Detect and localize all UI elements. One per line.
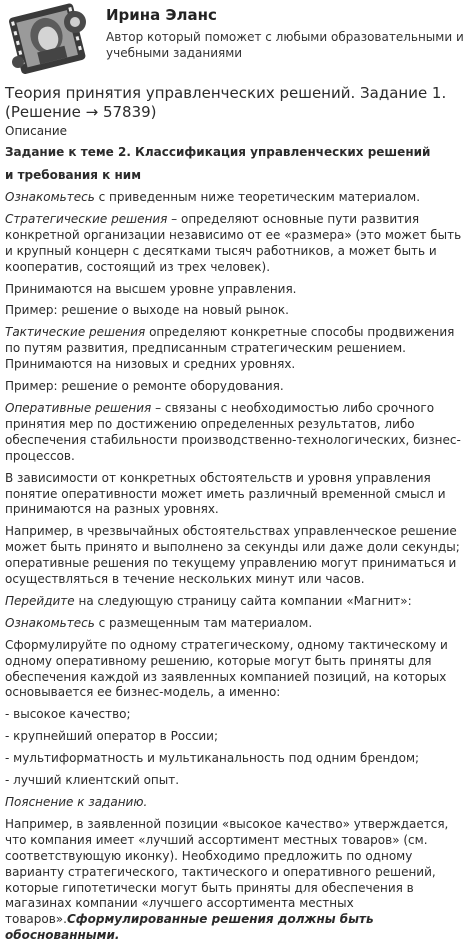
author-description: Автор который поможет с любыми образовательными и учебными заданиями <box>106 30 464 60</box>
list-item: - лучший клиентский опыт. <box>5 773 180 788</box>
paragraph: Например, в чрезвычайных обстоятельствах управленческое решение может быть принято и выполнено за секунды или даже доли секунды; оперативные решения по текущему управлению могут приниматься и осуществляться в течение нескольких минут или часов. <box>5 524 460 587</box>
paragraph <box>5 190 469 206</box>
emphasis: Стратегические решения <box>5 211 168 226</box>
avatar-image <box>4 2 88 74</box>
paragraph: Сформулируйте по одному стратегическому, одному тактическому и одному оперативному решению, которые могут быть приняты для обеспечения каждой из заявленных компанией позиций, на которых основывается ее бизнес-модель, а именно: <box>5 637 448 700</box>
text: – связаны с необходимостью либо срочного принятия мер по достижению определенных результатов, либо обеспечения стабильности производственно-технологических, бизнес-процессов. <box>5 400 461 463</box>
list-item: - высокое качество; <box>5 707 131 722</box>
paragraph <box>5 795 469 811</box>
author-header <box>0 0 474 76</box>
paragraph: Пример: решение о ремонте оборудования. <box>5 379 284 394</box>
paragraph: Принимаются на высшем уровне управления. <box>5 281 297 296</box>
emphasis: Пояснение к заданию. <box>5 795 148 809</box>
paragraph <box>5 594 469 610</box>
task-heading <box>5 141 469 187</box>
task-content <box>5 84 469 944</box>
text: – определяют основные пути развития конкретной организации независимо от ее «размера» (это может быть и крупный концерн с десятками тысяч работников, а может быть и кооператив, состоящий из трех человек). <box>5 211 462 274</box>
text: определяют конкретные способы продвижения по путям развития, предписанным стратегическим решением. Принимаются на низовых и средних уровнях. <box>5 325 455 372</box>
paragraph: Пример: решение о выходе на новый рынок. <box>5 303 289 318</box>
task-heading-line2: и требования к ним <box>5 168 141 182</box>
text: на следующую страницу сайта компании «Магнит»: <box>74 593 412 608</box>
text: с размещенным там материалом. <box>94 615 313 630</box>
paragraph <box>5 325 469 373</box>
list-item: - мультиформатность и мультиканальность под одним брендом; <box>5 751 420 766</box>
emphasis: Ознакомьтесь <box>5 615 95 630</box>
bold-emphasis: Сформулированные решения должны быть обоснованными. <box>5 912 374 943</box>
emphasis: Ознакомьтесь <box>5 190 95 204</box>
text: с приведенным ниже теоретическим материалом. <box>94 190 421 204</box>
list-item: - крупнейший оператор в России; <box>5 729 218 744</box>
paragraph <box>5 616 469 632</box>
paragraph <box>5 817 469 944</box>
task-heading-line1: Задание к теме 2. Классификация управленческих решений <box>5 145 431 159</box>
emphasis: Оперативные решения <box>5 400 152 415</box>
author-avatar[interactable] <box>4 2 88 74</box>
paragraph: В зависимости от конкретных обстоятельств и уровня управления понятие оперативности может иметь различный временной смысл и принимаются на разных уровнях. <box>5 470 446 517</box>
page-title: Теория принятия управленческих решений. Задание 1. (Решение → 57839) <box>5 84 447 121</box>
paragraph <box>5 212 469 276</box>
description-label: Описание <box>5 124 68 138</box>
author-name[interactable]: Ирина Эланс <box>106 6 217 24</box>
task-body <box>5 190 469 944</box>
paragraph <box>5 401 469 465</box>
text: Например, в заявленной позиции «высокое качество» утверждается, что компания имеет «лучший ассортимент местных товаров» (см. соответствующую иконку). Необходимо предложить по одному варианту стратегического, тактического и оперативного решений, которые гипотетически могут быть приняты для обеспечения в магазинах компании «лучшего ассортимента местных товаров». <box>5 816 449 927</box>
emphasis: Перейдите <box>5 593 75 608</box>
emphasis: Тактические решения <box>5 325 146 340</box>
